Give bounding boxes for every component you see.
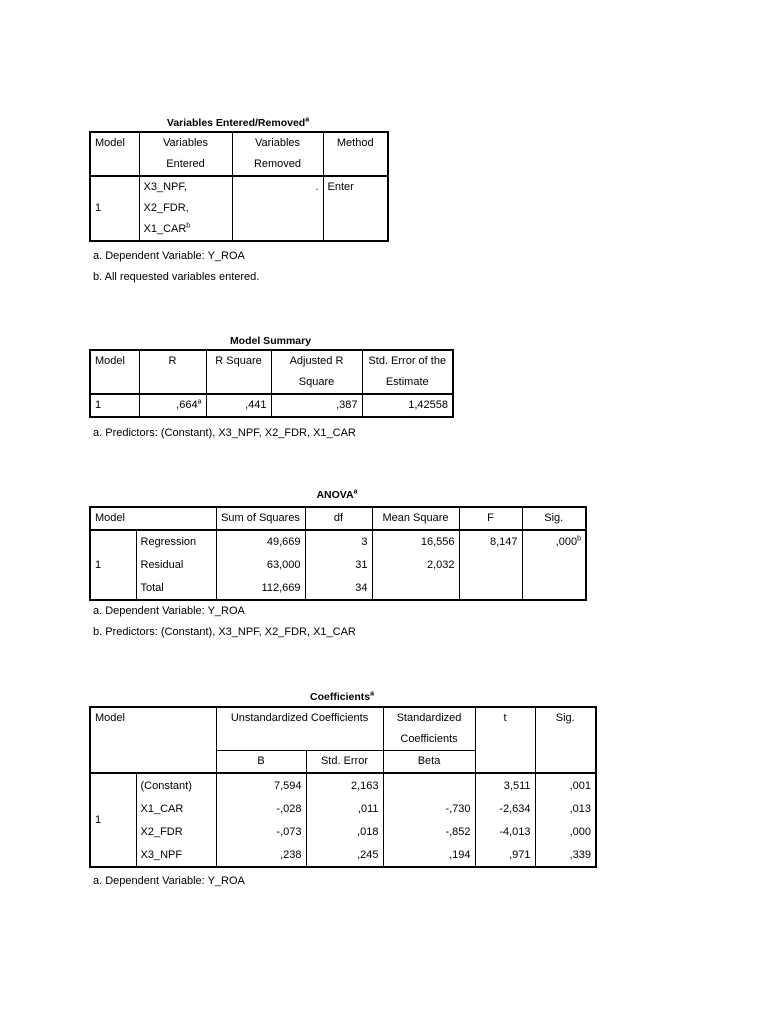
header-model: Model	[90, 707, 216, 773]
header-method: Method	[323, 132, 388, 176]
beta-cell	[383, 773, 475, 798]
model-cell: 1	[90, 530, 136, 600]
ss-cell: 112,669	[216, 577, 305, 600]
model-cell: 1	[90, 394, 139, 417]
sig-cell: ,001	[535, 773, 596, 798]
footnote: b. Predictors: (Constant), X3_NPF, X2_FDR, X1_CAR	[93, 626, 356, 638]
ms-cell: 2,032	[372, 554, 459, 577]
se-cell: ,245	[306, 844, 383, 867]
std-error-cell: 1,42558	[362, 394, 453, 417]
header-sum-of-squares: Sum of Squares	[216, 507, 305, 530]
beta-cell: -,730	[383, 798, 475, 821]
header-f: F	[459, 507, 522, 530]
header-t: t	[475, 707, 535, 773]
row-label-x1-car: X1_CAR	[136, 798, 216, 821]
coefficients-title: Coefficients$^a$	[310, 690, 374, 703]
row-label-constant: (Constant)	[136, 773, 216, 798]
header-df: df	[305, 507, 372, 530]
header-sig: Sig.	[522, 507, 586, 530]
entered-item: X1_CAR$^b$	[143, 222, 191, 235]
variables-removed-cell: .	[232, 176, 323, 241]
df-cell: 34	[305, 577, 372, 600]
b-cell: ,238	[216, 844, 306, 867]
adjusted-r-square-cell: ,387	[271, 394, 362, 417]
t-cell: -2,634	[475, 798, 535, 821]
header-text: Variables Entered	[162, 137, 209, 170]
ms-cell: 16,556	[372, 530, 459, 554]
header-text: Variables Removed	[253, 137, 302, 170]
header-r-square: R Square	[206, 350, 271, 394]
se-cell: ,018	[306, 821, 383, 844]
footnote: a. Dependent Variable: Y_ROA	[93, 875, 245, 887]
sig-cell	[522, 577, 586, 600]
entered-item: X2_FDR,	[143, 202, 189, 214]
model-cell: 1	[90, 773, 136, 867]
footnote: b. All requested variables entered.	[93, 271, 260, 283]
row-label-total: Total	[136, 577, 216, 600]
r-cell: ,664$^a$	[139, 394, 206, 417]
df-cell: 31	[305, 554, 372, 577]
header-r: R	[139, 350, 206, 394]
t-cell: 3,511	[475, 773, 535, 798]
header-model: Model	[90, 350, 139, 394]
se-cell: 2,163	[306, 773, 383, 798]
b-cell: -,028	[216, 798, 306, 821]
header-mean-square: Mean Square	[372, 507, 459, 530]
header-text: Adjusted R Square	[289, 355, 344, 388]
header-std-error	[362, 350, 453, 394]
beta-cell: -,852	[383, 821, 475, 844]
anova-title: ANOVA$^a$	[316, 488, 358, 501]
header-b: B	[216, 751, 306, 774]
header-unstandardized-coefficients: Unstandardized Coefficients	[216, 707, 383, 751]
anova-table	[89, 506, 587, 601]
sig-cell: ,339	[535, 844, 596, 867]
row-label-regression: Regression	[136, 530, 216, 554]
variables-entered-cell	[139, 176, 232, 241]
row-label-x2-fdr: X2_FDR	[136, 821, 216, 844]
b-cell: 7,594	[216, 773, 306, 798]
variables-entered-table	[89, 131, 389, 242]
variables-entered-title: Variables Entered/Removed$^a$	[166, 116, 310, 129]
header-sig: Sig.	[535, 707, 596, 773]
row-label-x3-npf: X3_NPF	[136, 844, 216, 867]
sig-cell	[522, 554, 586, 577]
ms-cell	[372, 577, 459, 600]
header-adjusted-r-square	[271, 350, 362, 394]
footnote: a. Dependent Variable: Y_ROA	[93, 250, 245, 262]
model-summary-table	[89, 349, 454, 418]
f-cell	[459, 554, 522, 577]
sig-cell: ,000	[535, 821, 596, 844]
header-variables-removed	[232, 132, 323, 176]
sig-cell: ,000$^b$	[522, 530, 586, 554]
entered-item: X3_NPF,	[143, 181, 187, 193]
header-standardized-coefficients	[383, 707, 475, 751]
coefficients-table	[89, 706, 597, 868]
header-model: Model	[90, 132, 139, 176]
header-text: Standardized Coefficients	[396, 712, 462, 745]
sig-cell: ,013	[535, 798, 596, 821]
ss-cell: 63,000	[216, 554, 305, 577]
header-std-error: Std. Error	[306, 751, 383, 774]
b-cell: -,073	[216, 821, 306, 844]
model-summary-title: Model Summary	[229, 335, 312, 347]
t-cell: -4,013	[475, 821, 535, 844]
header-beta: Beta	[383, 751, 475, 774]
method-cell: Enter	[323, 176, 388, 241]
model-cell: 1	[90, 176, 139, 241]
ss-cell: 49,669	[216, 530, 305, 554]
row-label-residual: Residual	[136, 554, 216, 577]
r-square-cell: ,441	[206, 394, 271, 417]
header-text: Std. Error of the Estimate	[368, 355, 447, 388]
t-cell: ,971	[475, 844, 535, 867]
f-cell: 8,147	[459, 530, 522, 554]
footnote: a. Predictors: (Constant), X3_NPF, X2_FDR, X1_CAR	[93, 427, 356, 439]
df-cell: 3	[305, 530, 372, 554]
header-variables-entered	[139, 132, 232, 176]
f-cell	[459, 577, 522, 600]
header-model: Model	[90, 507, 216, 530]
se-cell: ,011	[306, 798, 383, 821]
beta-cell: ,194	[383, 844, 475, 867]
footnote: a. Dependent Variable: Y_ROA	[93, 605, 245, 617]
